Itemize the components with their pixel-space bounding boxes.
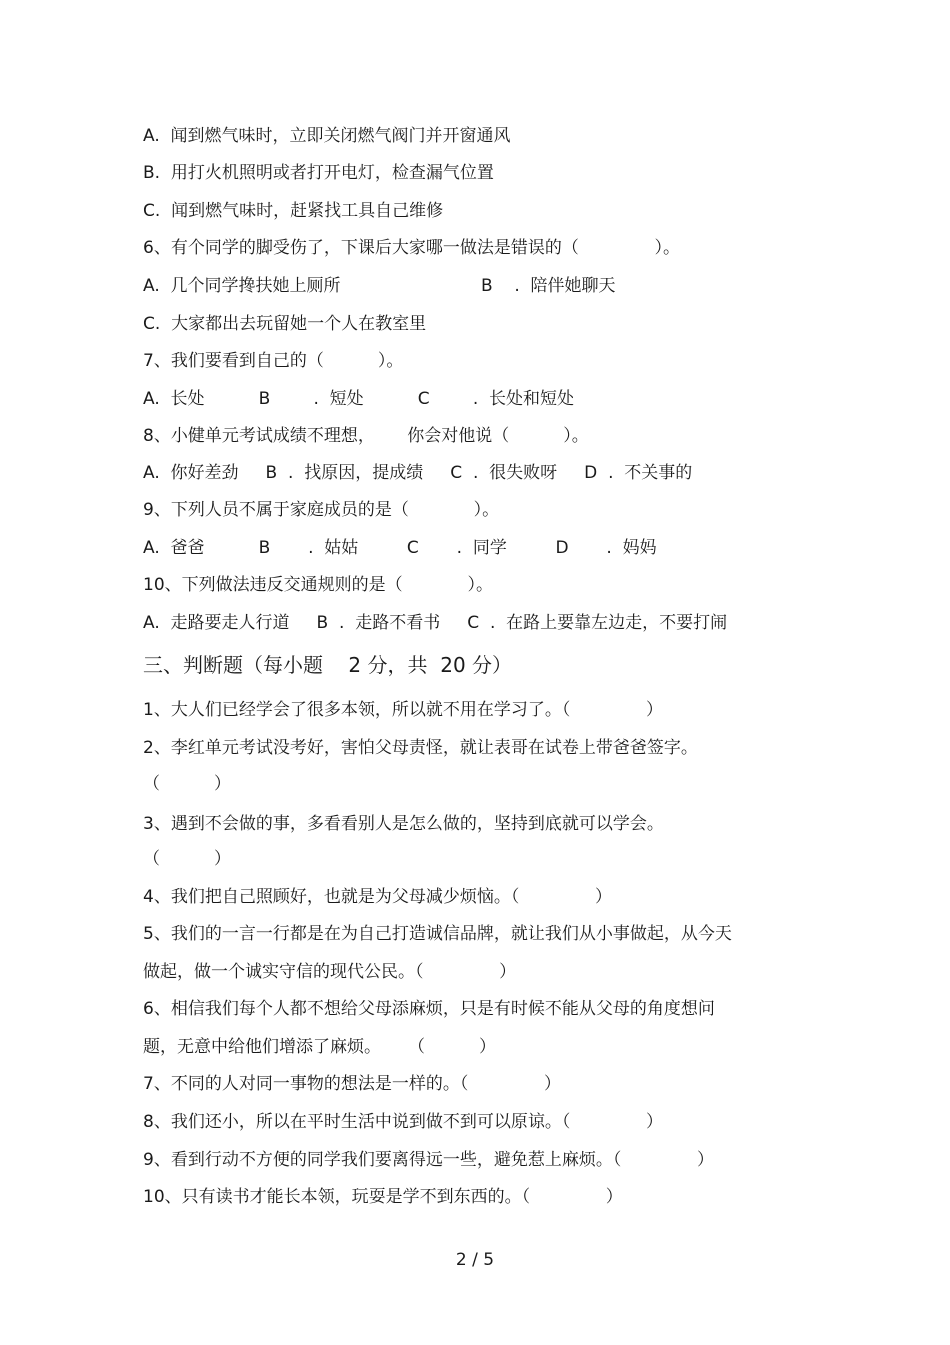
question-line: 10、下列做法违反交通规则的是（ ）。 <box>143 575 493 595</box>
question-line: 10、只有读书才能长本领，玩耍是学不到东西的。（ ） <box>143 1187 623 1207</box>
option-line: A. 你好差劲 B . 找原因，提成绩 C . 很失败呀 D . 不关事的 <box>143 463 693 483</box>
option-line: C. 大家都出去玩留她一个人在教室里 <box>143 314 427 334</box>
question-line: 4、我们把自己照顾好，也就是为父母减少烦恼。（ ） <box>143 887 612 907</box>
option-line: A. 爸爸 B . 姑姑 C . 同学 D . 妈妈 <box>143 538 657 558</box>
question-line: 6、有个同学的脚受伤了，下课后大家哪一做法是错误的（ ）。 <box>143 238 680 258</box>
option-line: A. 几个同学搀扶她上厕所 B . 陪伴她聊天 <box>143 276 616 296</box>
question-line: 6、相信我们每个人都不想给父母添麻烦，只是有时候不能从父母的角度想问 <box>143 999 715 1019</box>
question-line: 题，无意中给他们增添了麻烦。 （ ） <box>143 1037 497 1057</box>
section-heading: 三、判断题（每小题 2 分，共 20 分） <box>143 653 513 677</box>
option-line: A. 长处 B . 短处 C . 长处和短处 <box>143 389 575 409</box>
question-line: 2、李红单元考试没考好，害怕父母责怪，就让表哥在试卷上带爸爸签字。 <box>143 738 698 758</box>
question-line: 1、大人们已经学会了很多本领，所以就不用在学习了。（ ） <box>143 700 663 720</box>
question-line: 8、小健单元考试成绩不理想， 你会对他说（ ）。 <box>143 426 589 446</box>
question-line: 7、我们要看到自己的（ ）。 <box>143 351 404 371</box>
question-line: 做起，做一个诚实守信的现代公民。（ ） <box>143 962 517 982</box>
option-line: A. 闻到燃气味时，立即关闭燃气阀门并开窗通风 <box>143 126 511 146</box>
page-number: 2 / 5 <box>455 1250 495 1270</box>
option-line: A. 走路要走人行道 B . 走路不看书 C . 在路上要靠左边走，不要打闹 <box>143 613 728 633</box>
answer-blank: （ ） <box>143 774 232 794</box>
question-line: 5、我们的一言一行都是在为自己打造诚信品牌，就让我们从小事做起，从今天 <box>143 924 732 944</box>
question-line: 7、不同的人对同一事物的想法是一样的。（ ） <box>143 1074 561 1094</box>
question-line: 8、我们还小，所以在平时生活中说到做不到可以原谅。（ ） <box>143 1112 663 1132</box>
question-line: 3、遇到不会做的事，多看看别人是怎么做的，坚持到底就可以学会。 <box>143 814 664 834</box>
answer-blank: （ ） <box>143 849 232 869</box>
option-line: B. 用打火机照明或者打开电灯，检查漏气位置 <box>143 163 494 183</box>
question-line: 9、看到行动不方便的同学我们要离得远一些，避免惹上麻烦。（ ） <box>143 1150 714 1170</box>
option-line: C. 闻到燃气味时，赶紧找工具自己维修 <box>143 201 444 221</box>
question-line: 9、下列人员不属于家庭成员的是（ ）。 <box>143 500 500 520</box>
